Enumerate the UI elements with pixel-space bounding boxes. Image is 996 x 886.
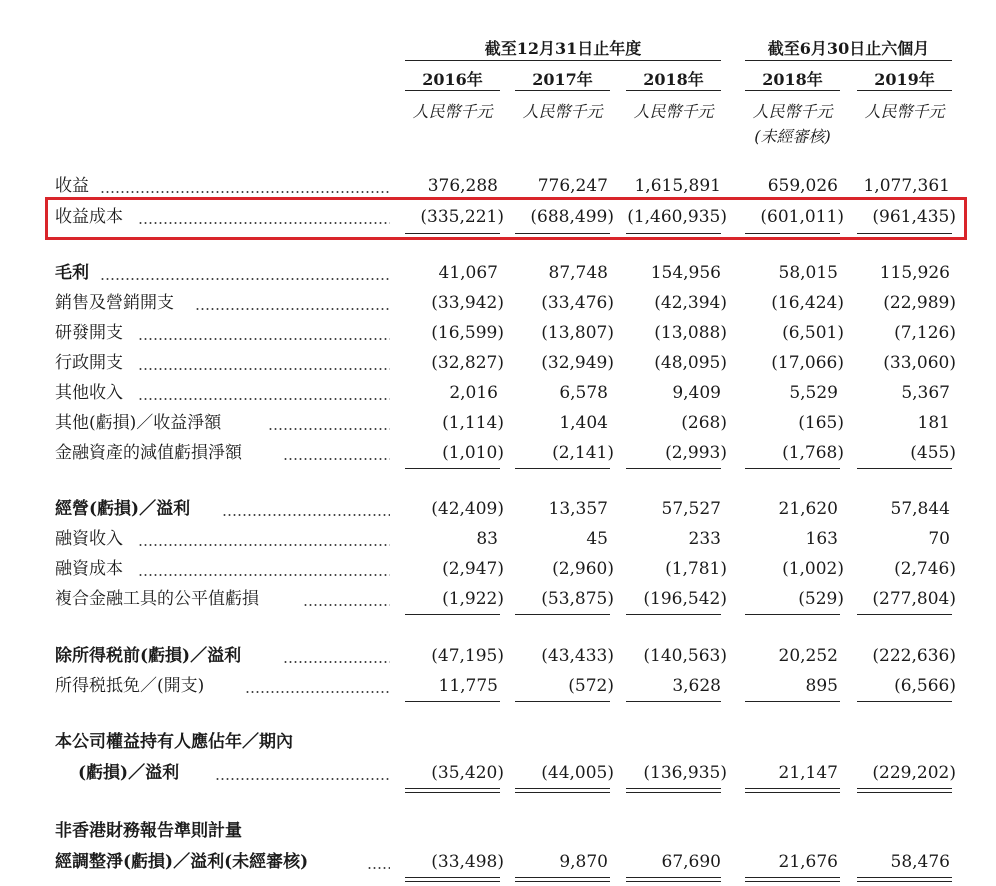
value-cell: 13,357 — [548, 499, 608, 519]
value-cell: (33,060) — [883, 353, 956, 373]
value-cell: (33,942) — [431, 293, 504, 313]
row-label-fair-value-loss: 複合金融工具的公平值虧損 — [55, 589, 259, 609]
value-cell: (1,922) — [442, 589, 504, 609]
row-label-rd-expenses: 研發開支 — [55, 323, 123, 343]
value-cell: (42,409) — [431, 499, 504, 519]
leader-dots — [283, 458, 390, 460]
value-cell: 87,748 — [548, 263, 608, 283]
value-cell: (32,949) — [541, 353, 614, 373]
subtotal-rule — [405, 614, 500, 615]
total-double-rule — [626, 788, 721, 789]
row-label-other-income: 其他收入 — [55, 383, 123, 403]
row-label-finance-costs: 融資成本 — [55, 559, 123, 579]
unit-label-2017: 人民幣千元 — [522, 102, 603, 121]
value-cell: (196,542) — [643, 589, 727, 609]
subtotal-rule — [745, 701, 840, 702]
value-cell: (16,599) — [431, 323, 504, 343]
value-cell: 67,690 — [661, 852, 721, 872]
subtotal-rule — [515, 701, 610, 702]
value-cell: 659,026 — [767, 176, 838, 196]
leader-dots — [138, 368, 390, 370]
value-cell: 58,476 — [890, 852, 950, 872]
value-cell: 115,926 — [879, 263, 950, 283]
unaudited-note: (未經審核) — [754, 127, 831, 146]
year-header-2018: 2018年 — [643, 70, 704, 89]
value-cell: 45 — [586, 529, 608, 549]
total-double-rule — [745, 881, 840, 882]
value-cell: (277,804) — [872, 589, 956, 609]
value-cell: (47,195) — [431, 646, 504, 666]
row-label-non-hkfrs-heading: 非香港財務報告準則計量 — [55, 821, 242, 841]
value-cell: (140,563) — [643, 646, 727, 666]
total-double-rule — [626, 792, 721, 793]
total-double-rule — [515, 881, 610, 882]
subtotal-rule — [745, 233, 840, 234]
value-cell: 6,578 — [559, 383, 608, 403]
total-double-rule — [515, 877, 610, 878]
value-cell: 1,077,361 — [863, 176, 950, 196]
total-double-rule — [857, 788, 952, 789]
value-cell: (6,501) — [782, 323, 844, 343]
subtotal-rule — [626, 614, 721, 615]
value-cell: (16,424) — [771, 293, 844, 313]
value-cell: 895 — [805, 676, 838, 696]
value-cell: (1,002) — [782, 559, 844, 579]
value-cell: 376,288 — [427, 176, 498, 196]
value-cell: 1,615,891 — [634, 176, 721, 196]
total-double-rule — [515, 792, 610, 793]
total-double-rule — [626, 881, 721, 882]
value-cell: (2,141) — [552, 443, 614, 463]
year-header-2018-h1: 2018年 — [762, 70, 823, 89]
value-cell: 154,956 — [650, 263, 721, 283]
row-label-adjusted-net-profit: 經調整淨(虧損)／溢利(未經審核) — [55, 852, 309, 872]
value-cell: 21,147 — [778, 763, 838, 783]
subtotal-rule — [626, 468, 721, 469]
row-label-income-tax: 所得税抵免／(開支) — [55, 676, 205, 696]
value-cell: 1,404 — [559, 413, 608, 433]
header-group-full-year-underline — [405, 60, 721, 61]
unit-label-2016: 人民幣千元 — [412, 102, 493, 121]
row-label-operating-profit: 經營(虧損)／溢利 — [55, 499, 191, 519]
year-header-2016-underline — [405, 90, 500, 91]
total-double-rule — [405, 792, 500, 793]
total-double-rule — [405, 788, 500, 789]
header-group-six-months-underline — [745, 60, 952, 61]
year-header-2016: 2016年 — [422, 70, 483, 89]
leader-dots — [303, 604, 390, 606]
subtotal-rule — [405, 468, 500, 469]
row-label-revenue: 收益 — [55, 176, 89, 196]
value-cell: (572) — [568, 676, 614, 696]
value-cell: 57,844 — [890, 499, 950, 519]
value-cell: (529) — [798, 589, 844, 609]
leader-dots — [100, 278, 390, 280]
value-cell: 58,015 — [778, 263, 838, 283]
value-cell: (13,807) — [541, 323, 614, 343]
value-cell: (2,947) — [442, 559, 504, 579]
value-cell: (33,498) — [431, 852, 504, 872]
value-cell: (1,781) — [665, 559, 727, 579]
value-cell: (2,746) — [894, 559, 956, 579]
row-label-attributable-profit: (虧損)／溢利 — [78, 763, 180, 783]
total-double-rule — [857, 792, 952, 793]
leader-dots — [100, 191, 390, 193]
value-cell: (2,993) — [665, 443, 727, 463]
value-cell: 70 — [928, 529, 950, 549]
value-cell: 776,247 — [537, 176, 608, 196]
value-cell: (601,011) — [760, 207, 844, 227]
year-header-2018-underline — [626, 90, 721, 91]
row-label-other-gains-losses: 其他(虧損)／收益淨額 — [55, 413, 222, 433]
total-double-rule — [857, 877, 952, 878]
subtotal-rule — [857, 614, 952, 615]
value-cell: (35,420) — [431, 763, 504, 783]
row-label-cost-of-revenue: 收益成本 — [55, 207, 123, 227]
value-cell: (32,827) — [431, 353, 504, 373]
subtotal-rule — [515, 233, 610, 234]
unit-label-2018-h1: 人民幣千元 — [752, 102, 833, 121]
leader-dots — [215, 778, 390, 780]
year-header-2019-h1-underline — [857, 90, 952, 91]
leader-dots — [245, 691, 390, 693]
leader-dots — [222, 514, 390, 516]
total-double-rule — [626, 877, 721, 878]
value-cell: (455) — [910, 443, 956, 463]
value-cell: (17,066) — [771, 353, 844, 373]
subtotal-rule — [626, 233, 721, 234]
leader-dots — [138, 222, 390, 224]
value-cell: 11,775 — [438, 676, 498, 696]
leader-dots — [138, 574, 390, 576]
value-cell: 9,870 — [559, 852, 608, 872]
value-cell: (1,114) — [442, 413, 504, 433]
value-cell: (7,126) — [894, 323, 956, 343]
value-cell: (229,202) — [872, 763, 956, 783]
value-cell: 5,529 — [789, 383, 838, 403]
subtotal-rule — [626, 701, 721, 702]
value-cell: (6,566) — [894, 676, 956, 696]
leader-dots — [195, 308, 390, 310]
value-cell: 233 — [688, 529, 721, 549]
value-cell: (2,960) — [552, 559, 614, 579]
value-cell: (165) — [798, 413, 844, 433]
unit-label-2019-h1: 人民幣千元 — [864, 102, 945, 121]
value-cell: (268) — [681, 413, 727, 433]
row-label-finance-income: 融資收入 — [55, 529, 123, 549]
row-label-profit-before-tax: 除所得税前(虧損)／溢利 — [55, 646, 242, 666]
value-cell: 5,367 — [901, 383, 950, 403]
value-cell: (1,768) — [782, 443, 844, 463]
total-double-rule — [515, 788, 610, 789]
row-label-impairment-losses: 金融資產的減值虧損淨額 — [55, 443, 242, 463]
total-double-rule — [745, 792, 840, 793]
value-cell: (13,088) — [654, 323, 727, 343]
leader-dots — [138, 398, 390, 400]
total-double-rule — [745, 877, 840, 878]
total-double-rule — [745, 788, 840, 789]
row-label-admin-expenses: 行政開支 — [55, 353, 123, 373]
subtotal-rule — [745, 614, 840, 615]
total-double-rule — [857, 881, 952, 882]
row-label-attributable-heading: 本公司權益持有人應佔年／期內 — [55, 732, 293, 752]
value-cell: (1,460,935) — [627, 207, 727, 227]
header-group-full-year: 截至12月31日止年度 — [484, 39, 642, 58]
year-header-2017-underline — [515, 90, 610, 91]
value-cell: 57,527 — [661, 499, 721, 519]
value-cell: 21,620 — [778, 499, 838, 519]
subtotal-rule — [745, 468, 840, 469]
value-cell: (44,005) — [541, 763, 614, 783]
year-header-2017: 2017年 — [532, 70, 593, 89]
value-cell: 41,067 — [438, 263, 498, 283]
value-cell: (22,989) — [883, 293, 956, 313]
value-cell: (48,095) — [654, 353, 727, 373]
value-cell: (1,010) — [442, 443, 504, 463]
subtotal-rule — [857, 701, 952, 702]
value-cell: (961,435) — [872, 207, 956, 227]
year-header-2018-h1-underline — [745, 90, 840, 91]
value-cell: 2,016 — [449, 383, 498, 403]
row-label-selling-expenses: 銷售及營銷開支 — [55, 293, 174, 313]
value-cell: 83 — [476, 529, 498, 549]
leader-dots — [367, 867, 390, 869]
subtotal-rule — [405, 233, 500, 234]
value-cell: (42,394) — [654, 293, 727, 313]
leader-dots — [283, 661, 390, 663]
value-cell: (688,499) — [530, 207, 614, 227]
subtotal-rule — [515, 468, 610, 469]
value-cell: (33,476) — [541, 293, 614, 313]
subtotal-rule — [857, 233, 952, 234]
value-cell: (53,875) — [541, 589, 614, 609]
leader-dots — [138, 544, 390, 546]
leader-dots — [268, 428, 390, 430]
value-cell: 181 — [917, 413, 950, 433]
leader-dots — [138, 338, 390, 340]
value-cell: 21,676 — [778, 852, 838, 872]
subtotal-rule — [857, 468, 952, 469]
row-label-gross-profit: 毛利 — [55, 263, 89, 283]
total-double-rule — [405, 877, 500, 878]
value-cell: (136,935) — [643, 763, 727, 783]
total-double-rule — [405, 881, 500, 882]
subtotal-rule — [515, 614, 610, 615]
value-cell: 3,628 — [672, 676, 721, 696]
header-group-six-months: 截至6月30日止六個月 — [767, 39, 930, 58]
subtotal-rule — [405, 701, 500, 702]
value-cell: (222,636) — [872, 646, 956, 666]
unit-label-2018: 人民幣千元 — [633, 102, 714, 121]
value-cell: 20,252 — [778, 646, 838, 666]
value-cell: (43,433) — [541, 646, 614, 666]
year-header-2019-h1: 2019年 — [874, 70, 935, 89]
value-cell: 9,409 — [672, 383, 721, 403]
value-cell: (335,221) — [420, 207, 504, 227]
value-cell: 163 — [805, 529, 838, 549]
